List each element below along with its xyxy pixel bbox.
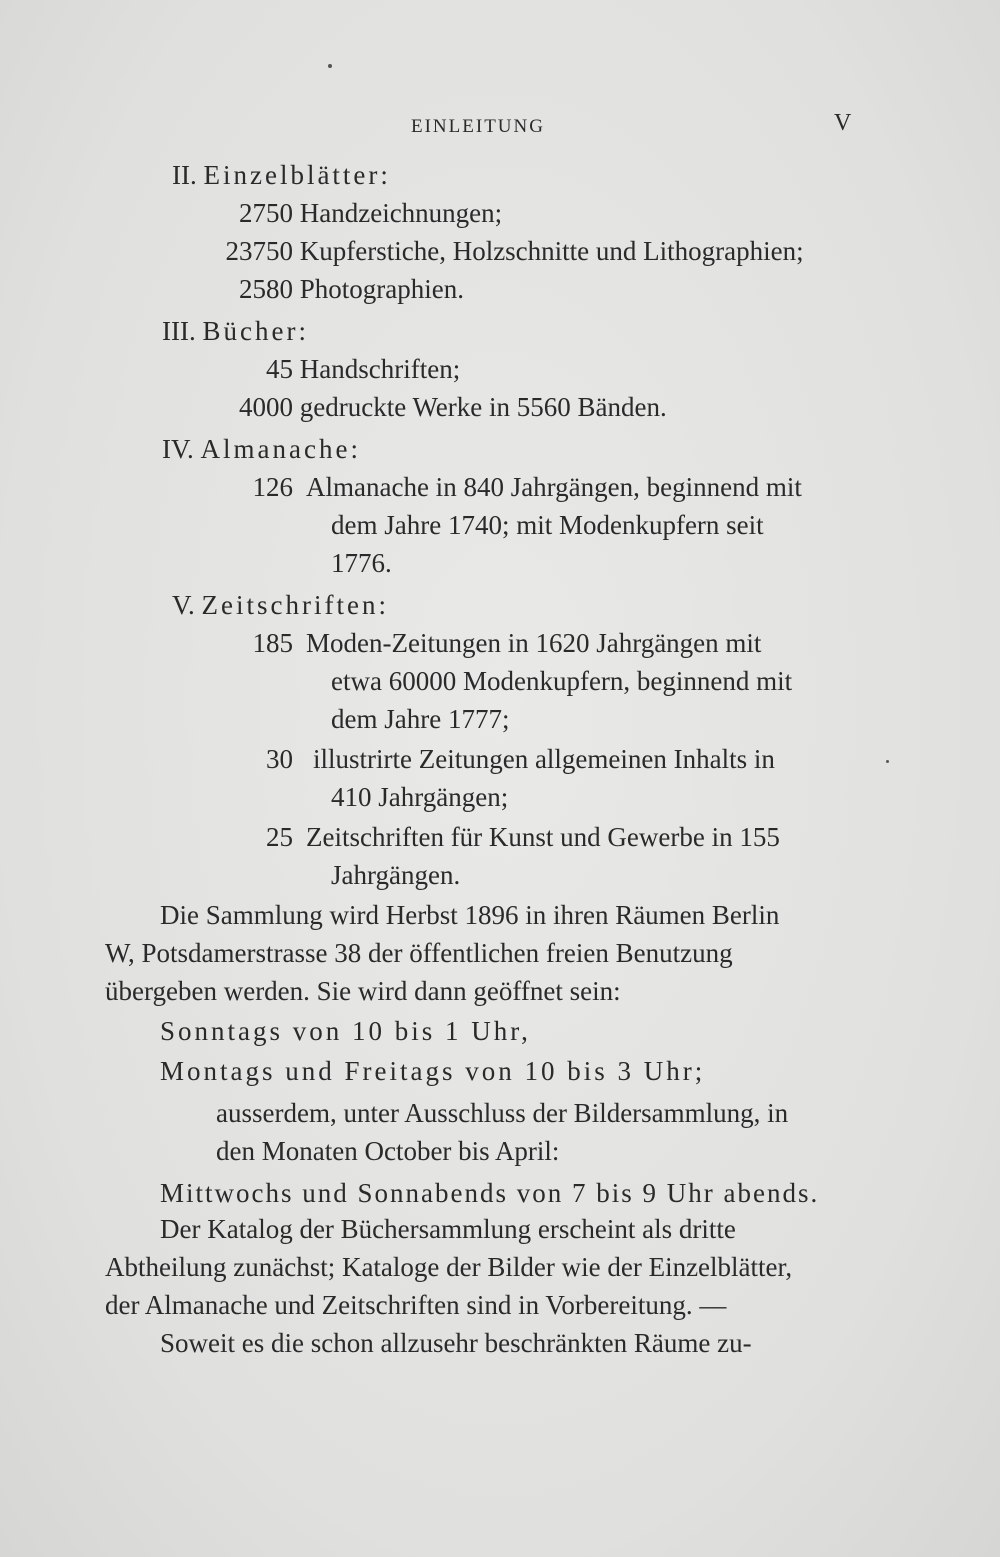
item-count: 2580 xyxy=(239,274,293,304)
list-item xyxy=(180,390,667,424)
item-text-line: Jahrgängen. xyxy=(331,860,461,890)
item-text-line: 1776. xyxy=(331,548,392,578)
item-count: 126 xyxy=(252,472,293,502)
page-number: V xyxy=(834,110,852,136)
running-title: EINLEITUNG xyxy=(411,116,545,137)
section-number: II. xyxy=(172,160,197,190)
ink-speck xyxy=(886,760,889,763)
hours-text: Mittwochs und Sonnabends von 7 bis 9 Uhr abends. xyxy=(160,1178,820,1208)
opening-hours-line xyxy=(160,1176,819,1210)
item-count: 185 xyxy=(252,628,293,658)
section-heading-2 xyxy=(172,158,391,192)
section-number: V. xyxy=(172,590,195,620)
item-text: Handschriften; xyxy=(299,354,461,384)
section-heading-4 xyxy=(162,432,361,466)
item-text: Handzeichnungen; xyxy=(299,198,503,228)
hours-text: Montags und Freitags von 10 bis 3 Uhr; xyxy=(160,1056,706,1086)
list-item xyxy=(180,470,293,504)
list-item xyxy=(180,626,293,660)
item-text: Photographien. xyxy=(299,274,464,304)
section-number: IV. xyxy=(162,434,194,464)
list-item xyxy=(180,820,293,854)
section-title: Almanache: xyxy=(200,434,361,464)
opening-hours-line xyxy=(160,1014,531,1048)
item-text-line: illustrirte Zeitungen allgemeinen Inhalts in xyxy=(313,744,775,774)
item-text-line: Zeitschriften für Kunst und Gewerbe in 155 xyxy=(306,822,780,852)
ink-speck xyxy=(328,64,332,68)
paragraph-line: Abtheilung zunächst; Kataloge der Bilder wie der Einzelblätter, xyxy=(105,1252,793,1282)
list-item xyxy=(180,272,464,306)
paragraph-line: Soweit es die schon allzusehr beschränkten Räume zu- xyxy=(160,1328,752,1358)
paragraph-line: ausserdem, unter Ausschluss der Bildersammlung, in xyxy=(216,1098,789,1128)
list-item xyxy=(180,742,293,776)
paragraph-line: den Monaten October bis April: xyxy=(216,1136,560,1166)
opening-hours-line xyxy=(160,1054,705,1088)
item-count: 25 xyxy=(266,822,293,852)
item-text-line: dem Jahre 1777; xyxy=(331,704,510,734)
list-item xyxy=(180,196,502,230)
section-heading-5 xyxy=(172,588,389,622)
item-count: 45 xyxy=(266,354,293,384)
item-text-line: dem Jahre 1740; mit Modenkupfern seit xyxy=(331,510,764,540)
section-title: Einzelblätter: xyxy=(203,160,391,190)
item-count: 23750 xyxy=(225,236,293,266)
section-number: III. xyxy=(162,316,196,346)
item-count: 4000 xyxy=(239,392,293,422)
item-count: 30 xyxy=(266,744,293,774)
item-text: Kupferstiche, Holzschnitte und Lithographien; xyxy=(299,236,804,266)
list-item xyxy=(180,352,460,386)
item-text-line: 410 Jahrgängen; xyxy=(331,782,509,812)
section-heading-3 xyxy=(162,314,309,348)
item-text: gedruckte Werke in 5560 Bänden. xyxy=(299,392,667,422)
section-title: Bücher: xyxy=(202,316,309,346)
paragraph-line: der Almanache und Zeitschriften sind in Vorbereitung. — xyxy=(105,1290,727,1320)
item-text-line: Almanache in 840 Jahrgängen, beginnend mit xyxy=(306,472,802,502)
list-item xyxy=(180,234,804,268)
item-text-line: Moden-Zeitungen in 1620 Jahrgängen mit xyxy=(306,628,762,658)
item-count: 2750 xyxy=(239,198,293,228)
section-title: Zeitschriften: xyxy=(201,590,389,620)
hours-text: Sonntags von 10 bis 1 Uhr, xyxy=(160,1016,531,1046)
item-text-line: etwa 60000 Modenkupfern, beginnend mit xyxy=(331,666,793,696)
paragraph-line: übergeben werden. Sie wird dann geöffnet sein: xyxy=(105,976,621,1006)
paragraph-line: Der Katalog der Büchersammlung erscheint als dritte xyxy=(160,1214,736,1244)
paragraph-line: W, Potsdamerstrasse 38 der öffentlichen freien Benutzung xyxy=(105,938,733,968)
paragraph-line: Die Sammlung wird Herbst 1896 in ihren Räumen Berlin xyxy=(160,900,780,930)
